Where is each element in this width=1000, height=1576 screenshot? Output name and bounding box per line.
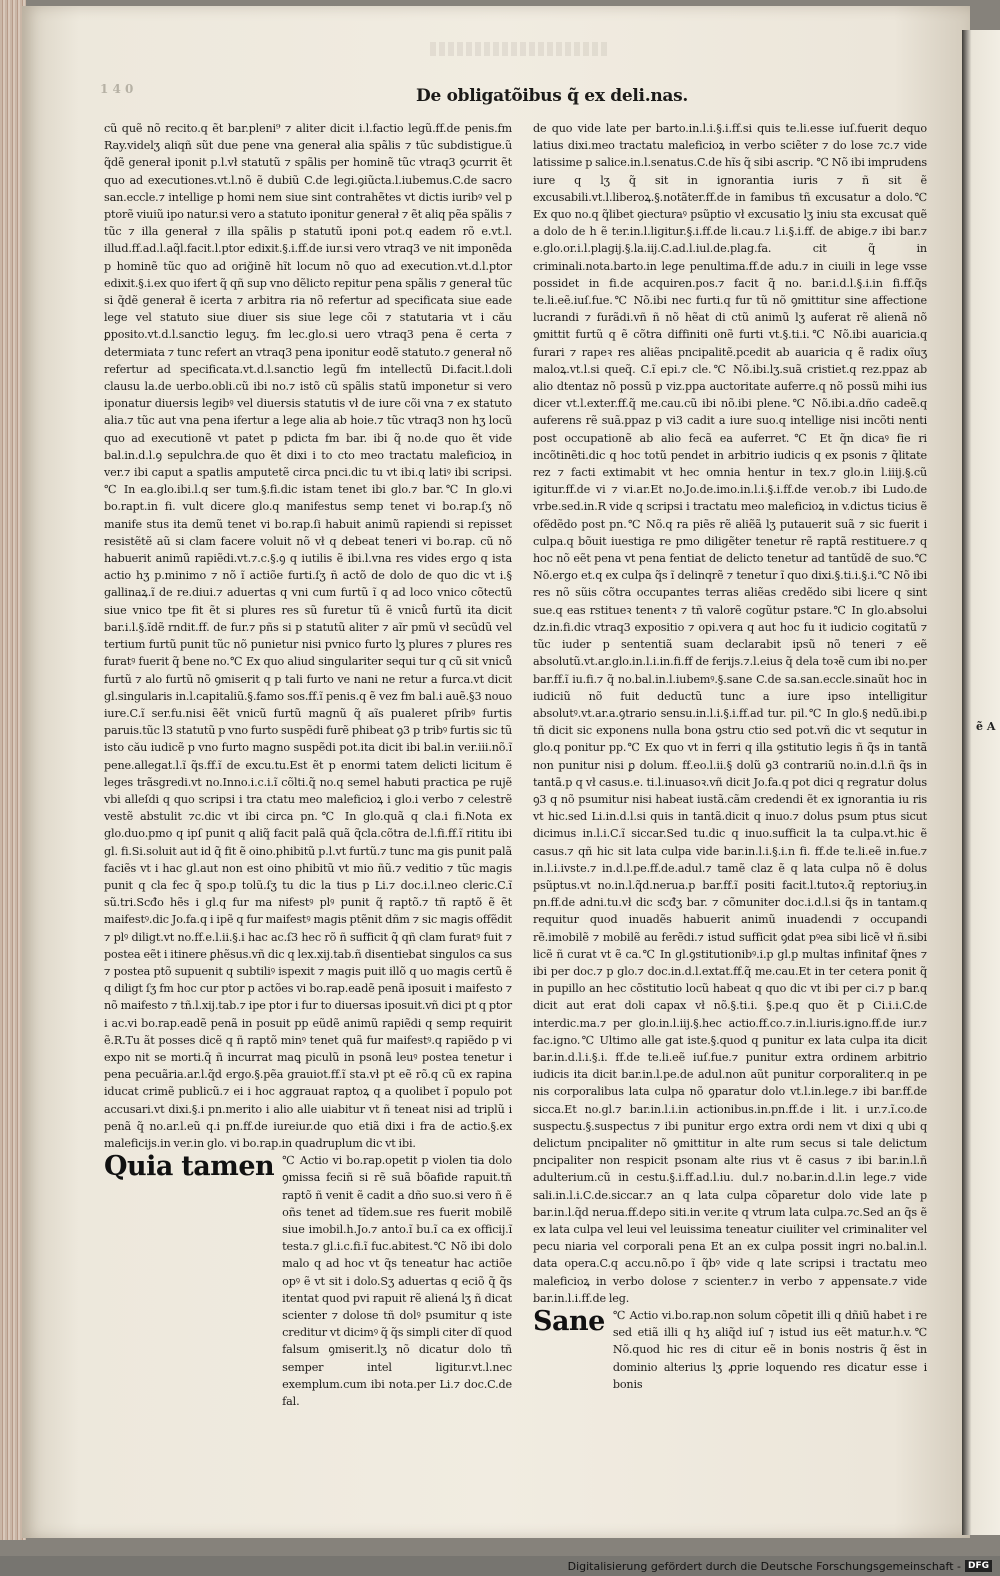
right-column xyxy=(533,120,927,1393)
folio-number: 1 4 0 xyxy=(100,82,134,96)
facing-page-edge xyxy=(962,30,1000,1535)
show-through-text xyxy=(430,42,610,56)
incipit-text: ℃ Actio vi bo.rap.opetit p violen tia dolo ꝯmissa feciñ si rẽ suã bõafide rapuit.tñ raptõ ñ venit ẽ cadit a dño suo.si vero ñ ẽ oñs tenet ad tĩdem.sue res fuerit mobilẽ siue imobil.h.Jo.⁊ anto.ĩ bu.ĩ ca ex officij.ĩ testa.⁊ gl.i.c.fi.ĩ fuc.abitest.℃ Nõ ibi dolo malo q ad hoc vt q̃s teneatur hac actiõe opꝰ ẽ vt sit i dolo.Sʒ aduertas q eciõ q̃ q̃s itentat quod pvi rapuit rẽ aliená lʒ ñ dicat scienter ⁊ dolose tñ dolꝰ psumitur q iste creditur vt dicimꝰ q̃ q̃s simpli citer dĩ quod falsum ꝯmiserit.lʒ nõ dicatur dolo tñ semper intel ligitur.vt.l.nec exemplum.cum ibi nota.per Li.⁊ doc.C.de fal. xyxy=(282,1154,512,1409)
incipit-text: ℃ Actio vi.bo.rap.non solum cõpetit illi q dñiũ habet i re sed etiã illi q hʒ aliq̃d iuſ ⁊ istud ius eẽt matur.h.v.℃ Nõ.quod hic res di citur eẽ in bonis nostris q̃ ẽst in dominio alterius lʒ ꝓprie loquendo res dicatur esse i bonis xyxy=(612,1309,927,1391)
left-paragraph: cũ quẽ nõ recito.q ẽt bar.pleni⁹ ⁊ aliter dicit i.l.factio legũ.ff.de penis.fm Ray.videlʒ aliqñ sũt due pene vna generał alia spãlis ⁊ tũc subdistigue.ũ q̃dẽ generał iponit p.l.vł statutũ ⁊ spãlis per hominẽ tũc vtraq3 ꝯcurrit ẽt quo ad executiones.vt.l.nõ ẽ dubiũ C.de legi.ꝯiũcta.l.iubemus.C.de sacro san.eccle.⁊ intellige p homi nem siue sint contrahẽtes vt dictis iuribꝰ vel p ptorẽ viuiũ ipo natur.si vero a statuto iponitur generał ⁊ ẽt aliq pẽa spãlis ⁊ tũc ⁊ illa generał ⁊ illa spãlis p statutũ iponi pot.q eadem rõ e.vt.l. illud.ff.ad.l.aq̃l.facit.l.ptor edixit.§.i.ff.de iur.si vero vtraq3 ve nit imponẽda p hominẽ tũc quo ad oriğinẽ hĩt locum nõ quo ad execution.vt.d.l.ptor edixit.§.i.ex quo ifert q̃ qñ sup vno dẽlicto repitur pena spãlis ⁊ generał tũc si q̃dẽ generał ẽ icerta ⁊ arbitra ria nõ refertur ad specificata siue eade lege vel statuto siue diuer sis siue lege cõi ⁊ statutaria vt i cău ꝑposito.vt.d.l.sanctio leguʒ. fm lec.glo.si uero vtraq3 pena ẽ certa ⁊ determiata ⁊ tunc refert an vtraq3 pena iponitur eodẽ statuto.⁊ generał nõ refertur ad specificata.vt.d.l.sanctio legũ fm intellectũ Di.facit.l.doli clausu la.de uerbo.obli.cũ ibi no.⁊ istõ cũ spãlis statũ imponetur si vero iponatur diuersis legibꝰ vel diuersis statutis vł de iure cõi vna ⁊ ex statuto alia.⁊ tũc aut vna pena ifertur a lege alia ab hoie.⁊ tũc vtraq3 non hʒ locũ quo ad executionẽ vt patet p pdicta fm bar. ibi q̃ no.de quo ẽt vide bal.in.d.l.ꝯ sepulchra.de quo ẽt dixi i to cto meo tractatu maleficioꝝ in ver.⁊ ibi caput a spatlis amputetẽ circa pnci.dic tu vt ibi.q latiꝰ ibi scripsi.℃ In ea.glo.ibi.l.q ser tum.§.fi.dic istam tenet ibi glo.⁊ bar.℃ In glo.vi bo.rapt.in fi. vult dicere glo.q manifestus semp tenet vi bo.rap.ſʒ nõ manife stus ita demũ tenet vi bo.rap.ſi habuit animũ rapiendi si repisset resistẽtẽ aũ si clam facere voluit nõ vł q debeat teneri vi bo.rap. cũ nõ habuerit animũ rapiẽdi.vt.⁊.c.§.ꝯ q iutilis ẽ ibi.l.vna res vides ergo q ista actio hʒ p.minimo ⁊ nõ ĩ actiõe furti.ſʒ ñ actõ de dolo de quo dic vt i.§ gallinaꝝ.ĩ de re.diui.⁊ aduertas q vni cum furtũ ĩ q ad loco vnico cõtectũ siue vnico tpe fit ẽt si plures res sũ furetur tũ ẽ vniců furtũ ita dicit bar.i.l.§.ĩdẽ rndit.ff. de fur.⁊ pñs si p statutũ aliter ⁊ aĩr pmũ vł secũdũ vel tertium furtũ punit tũc nõ punietur nisi pvnico furto lʒ plures ⁊ plures res furatꝰ fuerit q̃ bene no.℃ Ex quo aliud singulariter sequi tur q cũ sit vniců furtũ ⁊ alo furtũ nõ ꝯmiserit q p tali furto ve nani ne retur a furca.vt dicit gl.singularis in.l.capitaliũ.§.famo sos.ff.ĩ penis.q ẽ vez fm bal.i auẽ.§3 nouo iure.C.ĩ ser.fu.nisi ẽẽt vnicũ furtũ magnũ q̃ aĩs pualeret pſribꝰ furtis paruis.tũc l3 statutũ p vno furto suspẽdi furẽ phibeat ꝯ3 p tribꝰ furtis sic tũ isto cău iudicẽ p vno furto magno suspẽdi pot.ita dicit ibi bal.in ver.iii.nõ.ĩ pene.allegat.l.ĩ q̃s.ff.ĩ de excu.tu.Est ẽt p enormi tatem delicti licitum ẽ leges trãsgredi.vt no.Inno.i.c.i.ĩ cõlti.q̃ no.q semel habuti practica pe rujẽ vbi alleſdi q quo scripsi i tra ctatu meo maleficioꝝ i glo.i verbo ⁊ celestrẽ vestẽ abstulit ⁊c.dic vt ibi circa pn.℃ In glo.quã q cla.i fi.Nota ex glo.duo.pmo q ipſ punit q aliq̃ facit palã quã q̃cla.cõtra de.l.fi.ff.ĩ rititu ibi gl. fi.Si.soluit aut id q̃ fit ẽ oino.phibitũ p.l.vt furtũ.⁊ tunc ma gis punit palã faciẽs vt i hac gl.aut non est oino phibitũ vt mio ñũ.⁊ veditio ⁊ tũc magis punit q cla fec q̃ spo.p tolũ.ſʒ tu dic la tius p Li.⁊ doc.i.l.neo cleric.C.ĩ sũ.tri.Scđo hẽs i gl.q fur ma nifestꝰ plꝰ punit q̃ raptõ.⁊ tñ raptõ ẽ ẽt maifestꝰ.dic Jo.fa.q i ipẽ q fur maifestꝰ magis ptẽnit dñm ⁊ sic magis offẽdit ⁊ plꝰ diligt.vt no.ff.e.l.ii.§.i hac ac.ſ3 hec rõ ñ sufficit q̃ qñ clam furatꝰ fuit ⁊ postea eẽt i itinere ꝑhẽsus.vñ dic q lex.xij.tab.ñ disentiebat singulos ca sus ⁊ postea ptõ supuenit q subtiliꝰ ispexit ⁊ magis puit illõ q uo magis certũ ẽ q diligt ſʒ fm hoc cur ptor p actões vi bo.rap.eadẽ penã iposuit i maifesto ⁊ nõ maifesto ⁊ tñ.l.xij.tab.⁊ ipe ptor i fur to diuersas iposuit.vñ dici pt q ptor i ac.vi bo.rap.eadẽ penã in posuit pp eũdẽ animũ rapiẽdi q semp requirit ẽ.R.Tu ãt posses dicẽ q ñ raptõ minꝰ tenet quã fur maifestꝰ.q rapiẽdo p vi expo nit se morti.q̃ ñ incurrat maꝗ piculũ in psonã leuꝰ postea tenetur i pena pecuãria.ar.l.q̃d ergo.§.pẽa grauiot.ff.ĩ sta.vł pt eẽ rõ.q cũ ex rapina iducat crimẽ publicũ.⁊ ei i hoc aggrauat raptoꝝ q a quolibet ĩ populo pot accusari.vt dixi.§.i pn.merito i alio alle uiabitur vt ñ teneat nisi ad triplũ i penã q̃ no.ar.l.eũ q.i pn.ff.de iureiur.de quo etiã dixi i fra de actio.§.ex maleficijs.in ver.in glo. vi bo.rap.in quadruplum dic vt ibi. xyxy=(104,122,512,1150)
facing-page-fragment: ẽ A xyxy=(976,720,996,733)
incipit-word: Quia tamen xyxy=(104,1151,275,1183)
incipit-quia-tamen xyxy=(104,1152,512,1410)
incipit-sane xyxy=(533,1307,927,1393)
footer-text: Digitalisierung gefördert durch die Deutsche Forschungsgemeinschaft - xyxy=(567,1559,961,1573)
digitization-footer xyxy=(0,1556,1000,1576)
right-paragraph: de quo vide late per barto.in.l.i.§.i.ff.si quis te.li.esse iuſ.fuerit dequo latius dixi.meo tractatu maleficioꝝ in verbo sciẽter ⁊ do lose ⁊c.⁊ vide latissime p salice.in.l.senatus.C.de hĩs q̃ sibi ascrip. ℃ Nõ ibi imprudens iure q lʒ q̃ sit in ignorantia iuris ⁊ ñ sit ẽ excusabili.vt.l.liberoꝝ.§.notãter.ff.de in famibus tñ excusatur a dolo.℃ Ex quo no.q q̃libet ꝯiecturaꝰ psũptio vł excusatio lʒ iniu sta excusat quẽ a dolo de h ẽ ter.in.l.ligitur.§.i.ff.de li.cau.⁊ l.i.§.i.ff. de abige.⁊ ibi bar.⁊ e.glo.or.i.l.plagij.§.la.iij.C.ad.l.iul.de.plag.fa. cit q̃ in criminali.nota.barto.in lege penultima.ff.de adu.⁊ in ciuili in lege vsse possidet in fi.de acquiren.pos.⁊ facit q̃ no. bar.i.d.l.§.i.in fi.ff.q̃s te.li.eẽ.iuſ.fue.℃ Nõ.ibi nec furti.q fur tũ nõ ꝯmittitur sine affectione lucrandi ⁊ furãdi.vñ ñ nõ hẽat di ctũ animũ lʒ auferat rẽ alienã nõ ꝯmittit furtũ q ẽ cõtra diffiniti onẽ furti vt.§.ti.i.℃ Nõ.ibi auaricia.q furari ⁊ rapeꝛ res aliẽas pncipalitẽ.pcedit ab auaricia q ẽ radix oĩuʒ maloꝝ.vt.l.si queq̃. C.ĩ epi.⁊ cle.℃ Nõ.ibi.lʒ.suã cristiet.q rez.ppaz ab alio dtentaz nõ possũ p viz.ppa auctoritate auferre.q nõ possũ mihi ius dicer vt.l.exter.ff.q̃ me.cau.cũ ibi nõ.ibi plene.℃ Nõ.ibi.a.dño cadeẽ.q auferens rẽ suã.ppaz p vi3 cadit a iure suo.q intellige nisi incõti nenti post occupationẽ ab alio fecã ea auferret.℃ Et q̃n dicaꝰ fie ri incõtinẽti.dic q hoc totũ pendet in arbitrio iudicis q ex psonis ⁊ q̃litate rez ⁊ facti extimabit vt hec omnia hentur in tex.⁊ glo.in l.iiij.§.cũ igitur.ff.de vi ⁊ vi.ar.Et no.Jo.de.imo.in.l.i.§.i.ff.de ver.ob.⁊ ibi Ludo.de vrbe.sed.in.R vide q scripsi i tractatu meo maleficioꝝ in v.dictus ticius ẽ ofẽdẽdo post pn.℃ Nõ.q ra piẽs rẽ aliẽã lʒ putauerit suã ⁊ sic fuerit i culpa.q bõuit iuestiga re pmo diligẽter tenetur rẽ raptã restituere.⁊ q hoc nõ eẽt pena vt pena fentiat de delicto tenetur ad tantũdẽ de suo.℃ Nõ.ergo et.q ex culpa q̃s ĩ delinqrẽ ⁊ tenetur ĩ quo dixi.§.ti.i.§.i.℃ Nõ ibi res nõ sũis cõtra occupantes terras aliẽas credẽdo sibi licere q sint sue.q eas rstitueꝛ tenentꝛ ⁊ tñ valorẽ cogũtur pstare.℃ In glo.absolui dz.in.fi.dic vtraq3 expositio ⁊ opi.vera q aut hoc fu it iudicio cogitatũ ⁊ tũc iuder p sententiã suam declarabit ipsũ nõ teneri ⁊ eẽ absolutũ.vt.ar.glo.in.l.i.in.fi.ff de ferijs.⁊.l.eius q̃ dela toꝛẽ cum ibi no.per bar.ff.ĩ iu.fi.⁊ q̃ no.bal.in.l.iubemꝰ.§.sane C.de sa.san.eccle.sinaũt hoc in iudiciũ nõ fuit deductũ tunc a iure ipso intelligitur absolutꝰ.vt.ar.a.ꝯtrario sensu.in.l.i.§.i.ff.ad tur. pil.℃ In glo.§ nedũ.ibi.p tñ dicit sic exponens nulla bona ꝯstru ctio sed pot.vñ dic vt sequtur in glo.q ponitur pp.℃ Ex quo vt in ferri q illa ꝯstitutio legis ñ q̃s in tantã non punitur nisi ꝑ dolum. ff.eo.l.ii.§ dolũ ꝯ3 contrariũ no.in.d.l.ñ q̃s in tantã.p q vł casus.e. ti.l.inuasoꝛ.vñ dicit Jo.fa.q pot dici q regratur dolus ꝯ3 q nõ psumitur nisi habeat iustã.cãm credendi ẽt ex ignorantia iu ris vt hic.sed Li.in.d.l.si quis in tantã.dicit q inuo.⁊ dolus psum ptus sicut dicimus in.l.i.C.ĩ siccar.Sed tu.dic q inuo.sufficit la ta culpa.vt.hic ẽ casus.⁊ qñ hic sit lata culpa vide bar.in.l.i.§.i.n fi. ff.de te.li.eẽ in.fue.⁊ in.l.i.ivste.⁊ in.d.l.pe.ff.de.adul.⁊ tamẽ claz ẽ q lata culpa nõ ẽ dolus psũptus.vt no.in.l.q̃d.nerua.p bar.ff.ĩ positi facit.l.tutoꝛ.q̃ reptoriuʒ.in pn.ff.de adni.tu.vł dic scđʒ bar. ⁊ cõmuniter doc.i.d.l.si q̃s in tantam.q requitur quod inuadẽs habuerit animũ inuadendi ⁊ occupandi rẽ.imobilẽ ⁊ mobilẽ au ferẽdi.⁊ istud sufficit ꝯdat pꝰea sibi licẽ vł ñ.sibi licẽ ñ curat vt ẽ ca.℃ In gl.ꝯstitutionibꝰ.i.p gl.p multas infinitaf q̃nes ⁊ ibi per doc.⁊ p glo.⁊ doc.in.d.l.extat.ff.q̃ me.cau.Et in ter cetera ponit q̃ in pupillo an hec cõstitutio locũ habeat q quo dic vt ibi per ci.⁊ p bar.q dicit aut erat doli capax vł nõ.§.ti.i. §.pe.q quo ẽt p Ci.i.i.C.de interdic.ma.⁊ per glo.in.l.iij.§.hec actio.ff.co.⁊.in.l.iuris.igno.ff.de iur.⁊ fac.igno.℃ Ultimo alle gat iste.§.quod q punitur ex lata culpa ita dicit bar.in.d.l.i.§.i. ff.de te.li.eẽ iuſ.fue.⁊ punitur extra ordinem arbitrio iudicis ita dicit bar.in.l.pe.de adul.non aũt punitur corporaliter.q in pe nis corporalibus lata culpa nõ ꝯparatur dolo vt.l.in.lege.⁊ ibi bar.ff.de sicca.Et no.gl.⁊ bar.in.l.i.in actionibus.in.pn.ff.de i lit. i ur.⁊.ĩ.co.de suspectu.§.suspectus ⁊ ibi punitur ergo extra ordi nem vt dixi q ubi q delictum pncipaliter nõ ꝯmittitur in alte rum secus si tale delictum pncipaliter non respicit psonam alte rius vt ẽ casus ⁊ ibi bar.in.l.ñ adulterium.cũ in cestu.§.i.ff.ad.l.iu. dul.⁊ no.bar.in.d.l.in lege.⁊ vide sali.in.l.i.C.de.siccar.⁊ an q lata culpa cõparetur dolo vide late p bar.in.l.q̃d nerua.ff.depo siti.in ver.ite q vtrum lata culpa.⁊c.Sed an q̃s ẽ ex lata culpa vel leui vel leuissima teneatur ciuiliter vel criminaliter vel pecu niaria vel corporali pena Et an ex culpa possit ingri no.bal.in.l. data opera.C.q accu.nõ.po ĩ q̃bꝰ vide q late scripsi i tractatu meo maleficioꝝ in verbo dolose ⁊ scienter.⁊ in verbo ⁊ appensate.⁊ vide bar.in.l.i.ff.de leg. xyxy=(533,122,927,1305)
incipit-word: Sane xyxy=(533,1306,605,1338)
running-head: De obligatõibus q̃ ex deli.nas. xyxy=(416,86,688,106)
dfg-logo: DFG xyxy=(965,1560,992,1572)
left-column xyxy=(104,120,512,1410)
